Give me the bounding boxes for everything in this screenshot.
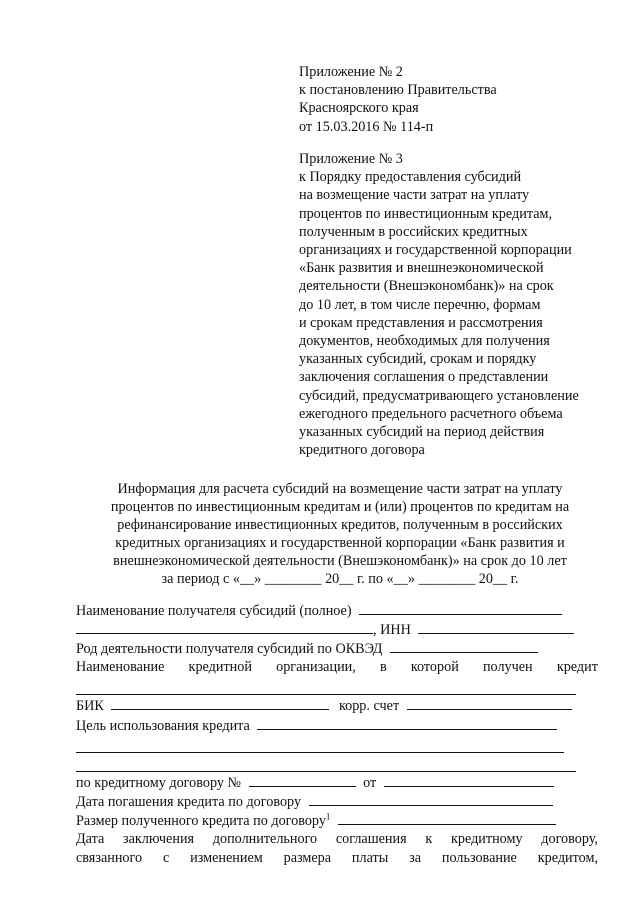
credit-amount-field[interactable]: [338, 811, 556, 825]
title-line: внешнеэкономической деятельности (Внешэкономбанк)» на срок до 10 лет: [113, 553, 567, 570]
credit-purpose-field[interactable]: [257, 716, 557, 730]
repayment-date-field[interactable]: [309, 792, 553, 806]
recipient-name-field-continued[interactable]: [76, 620, 373, 634]
appendix-line: «Банк развития и внешнеэкономической: [299, 260, 544, 277]
additional-word: договору,: [541, 831, 598, 848]
credit-purpose-field-row-3: [76, 754, 598, 773]
appendix-line: и срокам представления и рассмотрения: [299, 314, 543, 331]
appendix-line: кредитного договора: [299, 442, 425, 459]
title-line: Информация для расчета субсидий на возмещение части затрат на уплату: [117, 481, 563, 497]
additional-word: кредитному: [450, 831, 523, 848]
credit-org-word: Наименование: [76, 659, 165, 676]
credit-agreement-from-label: от: [363, 774, 377, 791]
additional-word: к: [425, 831, 433, 848]
appendix-line: субсидий, предусматривающего установление: [299, 387, 579, 404]
title-line: рефинансирование инвестиционных кредитов, полученным в российских: [117, 517, 563, 534]
credit-org-row: [76, 658, 598, 677]
additional-word: дополнительного: [212, 831, 318, 848]
credit-agreement-number-field[interactable]: [249, 773, 356, 787]
repayment-date-label: Дата погашения кредита по договору: [76, 793, 302, 810]
appendix-line: деятельности (Внешэкономбанк)» на срок: [299, 278, 554, 295]
additional-word: за: [409, 850, 422, 867]
appendix-line: к постановлению Правительства: [299, 82, 497, 99]
credit-amount-label: Размер полученного кредита по договору: [76, 813, 326, 830]
recipient-name-label: Наименование получателя субсидий (полное): [76, 603, 352, 619]
appendix-line: на возмещение части затрат на уплату: [299, 187, 530, 204]
credit-org-field-row: [76, 677, 598, 696]
inn-row: [76, 620, 598, 639]
repayment-date-row: [76, 792, 598, 811]
credit-amount-row: [76, 811, 598, 830]
appendix-line: процентов по инвестиционным кредитам,: [299, 205, 553, 222]
appendix-line: до 10 лет, в том числе перечню, формам: [299, 296, 541, 313]
appendix-line: Приложение № 3: [299, 151, 403, 167]
bik-row: [76, 696, 598, 715]
appendix-3-header: [299, 150, 579, 459]
credit-purpose-field-3[interactable]: [76, 754, 576, 772]
info-form: [76, 601, 598, 868]
appendix-line: документов, необходимых для получения: [299, 333, 550, 350]
okved-row: [76, 639, 598, 658]
appendix-line: указанных субсидий, срокам и порядку: [299, 351, 537, 368]
title-line: кредитных организациях и государственной корпорации «Банк развития и: [115, 535, 565, 552]
credit-purpose-field-row-2: [76, 735, 598, 754]
additional-word: изменением: [190, 850, 263, 867]
additional-agreement-row-1: [76, 830, 598, 849]
credit-purpose-label: Цель использования кредита: [76, 717, 250, 734]
additional-word: платы: [351, 850, 389, 867]
corr-account-field[interactable]: [407, 696, 572, 710]
credit-org-field[interactable]: [76, 677, 576, 695]
recipient-name-row: [76, 601, 598, 620]
additional-word: кредитом,: [537, 850, 598, 867]
appendix-line: Красноярского края: [299, 100, 419, 117]
bik-label: БИК: [76, 698, 104, 715]
credit-org-word: получен: [482, 659, 533, 676]
credit-org-word: кредитной: [188, 659, 252, 676]
footnote-marker: 1: [325, 811, 331, 822]
appendix-line: полученным в российских кредитных: [299, 223, 528, 240]
credit-purpose-field-2[interactable]: [76, 735, 564, 753]
credit-purpose-row: [76, 716, 598, 735]
appendix-line: от 15.03.2016 № 114-п: [299, 118, 434, 135]
recipient-name-field[interactable]: [359, 601, 562, 615]
credit-agreement-label: по кредитному договору №: [76, 774, 242, 791]
title-line: процентов по инвестиционным кредитам и (или) процентов по кредитам на: [110, 499, 570, 516]
appendix-line: указанных субсидий на период действия: [299, 424, 545, 441]
additional-word: размера: [283, 850, 332, 867]
credit-org-word: в: [379, 659, 387, 676]
credit-org-word: кредит: [556, 659, 598, 676]
okved-label: Род деятельности получателя субсидий по ОКВЭД: [76, 641, 383, 658]
okved-field[interactable]: [390, 639, 538, 653]
appendix-line: Приложение № 2: [299, 64, 403, 80]
additional-word: Дата: [76, 831, 105, 848]
additional-word: пользование: [441, 850, 517, 867]
additional-word: заключения: [122, 831, 195, 848]
corr-account-label: корр. счет: [338, 698, 400, 715]
document-title: [60, 480, 620, 589]
credit-org-word: организации,: [276, 659, 356, 676]
inn-label: , ИНН: [373, 622, 411, 639]
appendix-line: ежегодного предельного расчетного объема: [299, 405, 563, 422]
credit-agreement-date-field[interactable]: [384, 773, 554, 787]
additional-word: с: [162, 850, 170, 867]
additional-word: соглашения: [335, 831, 407, 848]
appendix-line: организациях и государственной корпорации: [299, 242, 572, 259]
appendix-line: к Порядку предоставления субсидий: [299, 169, 522, 186]
credit-agreement-row: [76, 773, 598, 792]
credit-org-word: которой: [410, 659, 459, 676]
appendix-2-header: [299, 63, 497, 136]
title-line: за период с «__» ________ 20__ г. по «__» ________ 20__ г.: [161, 571, 519, 588]
additional-word: связанного: [76, 850, 143, 867]
bik-field[interactable]: [111, 696, 329, 710]
additional-agreement-row-2: [76, 849, 598, 868]
appendix-line: заключения соглашения о представлении: [299, 369, 549, 386]
inn-field[interactable]: [418, 620, 574, 634]
